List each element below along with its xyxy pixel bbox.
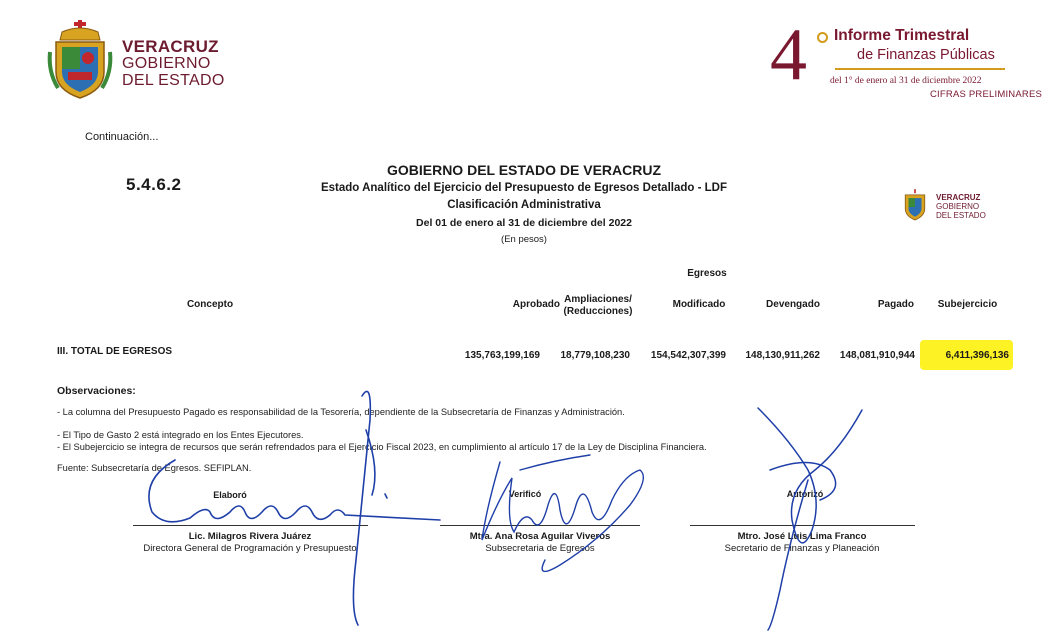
coat-of-arms-logo [48, 22, 112, 100]
signatory-position-3: Secretario de Finanzas y Planeación [724, 543, 880, 554]
ampliaciones-line2: (Reducciones) [563, 306, 633, 317]
column-header-subejercicio: Subejercicio [937, 299, 998, 310]
document-subtitle: Estado Analítico del Ejercicio del Presupuesto de Egresos Detallado - LDF [320, 182, 727, 194]
report-number: 4 [770, 14, 807, 96]
value-aprobado: 135,763,199,169 [464, 350, 540, 361]
column-header-modificado: Modificado [672, 299, 726, 310]
signatory-name-3: Mtro. José Luis Lima Franco [737, 531, 867, 542]
gov-name-line2: GOBIERNO [122, 55, 211, 72]
signatory-name-1: Lic. Milagros Rivera Juárez [188, 531, 312, 542]
signature-role-autorizo: Autorizó [786, 489, 824, 499]
observation-3: - El Subejercicio se integra de recursos que serán refrendados para el Ejercicio Fiscal 2023, en cumplimiento al artículo 17 de la Ley de Disciplina Financiera. [57, 442, 707, 452]
column-header-concepto: Concepto [186, 299, 234, 310]
column-header-pagado: Pagado [877, 299, 914, 310]
value-modificado: 154,542,307,399 [650, 350, 726, 361]
small-government-name [936, 193, 986, 220]
report-dot-icon [817, 32, 828, 43]
signatory-position-1: Directora General de Programación y Presupuesto [143, 543, 357, 554]
observation-1: - La columna del Presupuesto Pagado es responsabilidad de la Tesorería, dependiente de la Subsecretaría de Finanzas y Administración. [57, 407, 625, 417]
signature-role-elaboro: Elaboró [213, 490, 247, 500]
signatory-position-2: Subsecretaria de Egresos [485, 543, 595, 554]
gov-name-line3: DEL ESTADO [122, 72, 225, 89]
small-coat-of-arms-logo [902, 189, 928, 221]
continuation-note: Continuación... [85, 131, 159, 143]
signature-3-scribble [758, 408, 862, 630]
column-header-aprobado: Aprobado [512, 299, 560, 310]
observation-2: - El Tipo de Gasto 2 está integrado en los Entes Ejecutores. [57, 430, 304, 440]
signatory-name-2: Mtra. Ana Rosa Aguilar Viveros [469, 531, 611, 542]
signature-line-3 [690, 525, 915, 526]
currency-note: (En pesos) [501, 234, 547, 245]
source-note: Fuente: Subsecretaría de Egresos. SEFIPLAN. [57, 463, 252, 473]
observations-title: Observaciones: [57, 385, 136, 397]
egresos-group-header: Egresos [687, 268, 727, 279]
row-label-total-egresos: III. TOTAL DE EGRESOS [57, 346, 173, 357]
report-title: Informe Trimestral [834, 27, 970, 44]
signature-role-verifico: Verificó [508, 489, 542, 499]
value-ampliaciones: 18,779,108,230 [560, 350, 630, 361]
column-header-devengado: Devengado [766, 299, 820, 310]
column-header-ampliaciones [548, 294, 648, 318]
date-range: Del 01 de enero al 31 de diciembre del 2022 [416, 217, 632, 229]
signature-1-scribble [149, 391, 440, 625]
report-preliminary: CIFRAS PRELIMINARES [930, 89, 1043, 100]
value-subejercicio: 6,411,396,136 [945, 350, 1009, 361]
value-devengado: 148,130,911,262 [745, 350, 820, 361]
report-divider [835, 68, 1005, 70]
value-pagado: 148,081,910,944 [839, 350, 915, 361]
section-number: 5.4.6.2 [126, 175, 182, 194]
signature-line-2 [440, 525, 640, 526]
document-title: GOBIERNO DEL ESTADO DE VERACRUZ [386, 162, 662, 178]
small-name-line3: DEL ESTADO [936, 211, 986, 220]
gov-name-line1: VERACRUZ [122, 37, 219, 56]
report-period: del 1° de enero al 31 de diciembre 2022 [830, 76, 982, 86]
small-name-line2: GOBIERNO [936, 202, 980, 211]
small-name-line1: VERACRUZ [936, 193, 981, 202]
ampliaciones-line1: Ampliaciones/ [564, 294, 632, 305]
report-subtitle: de Finanzas Públicas [857, 47, 995, 63]
classification-title: Clasificación Administrativa [447, 199, 601, 211]
government-name [122, 38, 225, 89]
signature-line-1 [133, 525, 368, 526]
